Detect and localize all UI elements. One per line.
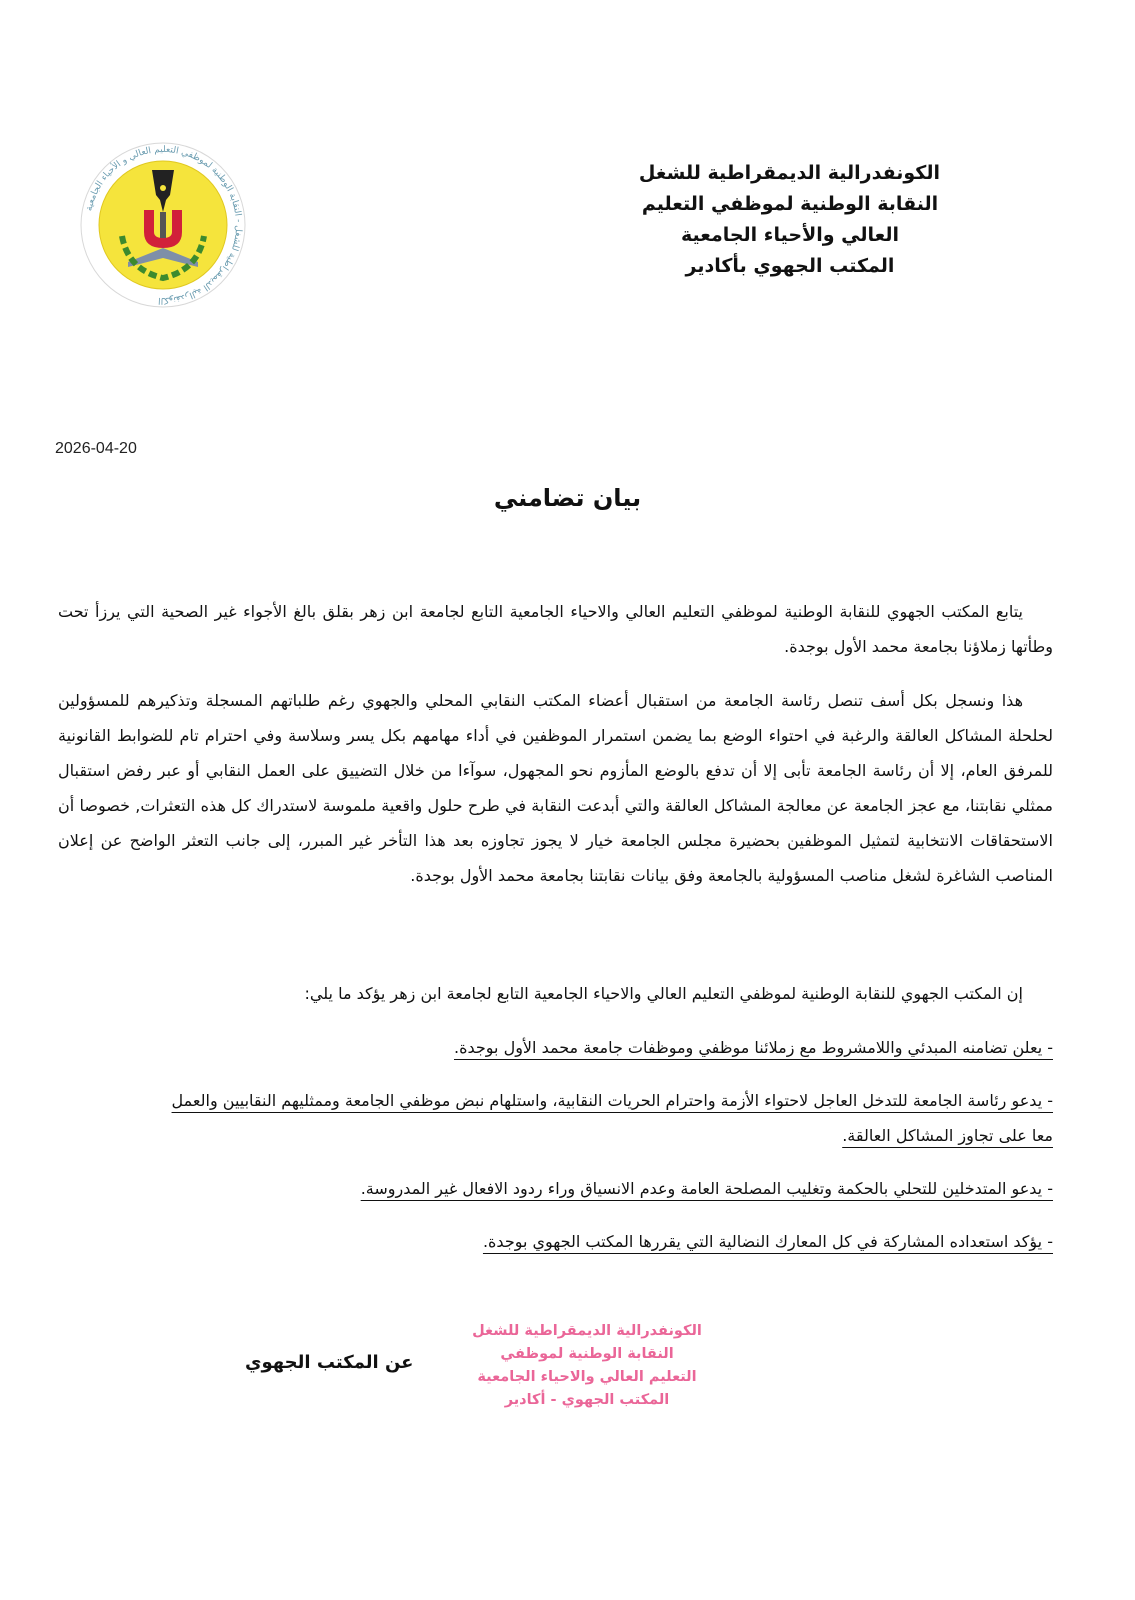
list-item: - يؤكد استعداده المشاركة في كل المعارك النضالية التي يقررها المكتب الجهوي بوجدة. <box>482 1232 1053 1251</box>
list-item: - يدعو رئاسة الجامعة للتدخل العاجل لاحتواء الأزمة واحترام الحريات النقابية، واستلهام نبض موظفي الجامعة وممثليهم النقابيين والعمل معا على تجاوز المشاكل العالقة. <box>171 1091 1053 1145</box>
paragraph-text: يتابع المكتب الجهوي للنقابة الوطنية لموظفي التعليم العالي والاحياء الجامعية التابع لجامعة ابن زهر بقلق بالغ الأجواء غير الصحية التي يرزأ تحت وطأتها زملاؤنا بجامعة محمد الأول بوجدة. <box>58 602 1053 656</box>
official-stamp <box>462 1320 712 1412</box>
paragraph-intro <box>58 594 1053 664</box>
stamp-line: التعليم العالي والاحياء الجامعية <box>477 1369 697 1385</box>
document-title: بيان تضامني <box>493 484 642 512</box>
header-line: المكتب الجهوي بأكادير <box>685 255 895 277</box>
union-emblem-icon <box>78 140 248 310</box>
header-line: العالي والأحياء الجامعية <box>680 224 900 246</box>
document-date: 2026-04-20 <box>55 440 137 457</box>
paragraph-main <box>58 683 1053 893</box>
stamp-line: المكتب الجهوي - أكادير <box>504 1392 670 1408</box>
list-item: - يدعو المتدخلين للتحلي بالحكمة وتغليب المصلحة العامة وعدم الانسياق وراء ردود الافعال غير المدروسة. <box>360 1179 1053 1198</box>
declaration-list <box>150 1030 1053 1277</box>
stamp-line: الكونفدرالية الديمقراطية للشغل <box>472 1323 702 1339</box>
paragraph-text: هذا ونسجل بكل أسف تنصل رئاسة الجامعة من استقبال أعضاء المكتب النقابي المحلي والجهوي رغم طلباتهم المسجلة وتذكيرهم للمسؤولين لحلحلة المشاكل العالقة والرغبة في احتواء الوضع بما يضمن استمرار الموظفين في أداء مهامهم بكل يسر وسلاسة وفي احترام تام للضوابط القانونية للمرفق العام، إلا أن رئاسة الجامعة تأبى إلا أن تدفع بالوضع المأزوم نحو المجهول، سوآءا من خلال التضييق على العمل النقابي أو عبر رفض استقبال ممثلي نقابتنا، مع عجز الجامعة عن معالجة المشاكل العالقة والتي أبدعت النقابة في طرح حلول واقعية ملموسة لاستدراك كل هذه التعثرات, خصوصا أن الاستحقاقات الانتخابية لتمثيل الموظفين بحضيرة مجلس الجامعة خيار لا يجوز تجاوزه بعد هذا التأخر غير المبرر، إلى جانب التعثر الواضح عن إعلان المناصب الشاغرة لشغل مناصب المسؤولية بالجامعة وفق بيانات نقابتنا بجامعة محمد الأول بوجدة. <box>58 691 1053 885</box>
paragraph-declaration <box>58 976 1053 1011</box>
header-line: النقابة الوطنية لموظفي التعليم <box>641 193 939 215</box>
stamp-line: النقابة الوطنية لموظفي <box>500 1346 674 1362</box>
paragraph-text: إن المكتب الجهوي للنقابة الوطنية لموظفي التعليم العالي والاحياء الجامعية التابع لجامعة ابن زهر يؤكد ما يلي: <box>304 984 1023 1003</box>
header-line: الكونفدرالية الديمقراطية للشغل <box>638 162 940 184</box>
signature-label: عن المكتب الجهوي <box>245 1352 414 1373</box>
list-item: - يعلن تضامنه المبدئي واللامشروط مع زملائنا موظفي وموظفات جامعة محمد الأول بوجدة. <box>454 1038 1053 1057</box>
svg-text:الكونفدرالية الديمقراطية للشغل: الكونفدرالية الديمقراطية للشغل - النقابة الوطنية لموظفي التعليم العالي و الأحياء الجامعية <box>84 144 244 306</box>
organization-header <box>640 158 940 282</box>
